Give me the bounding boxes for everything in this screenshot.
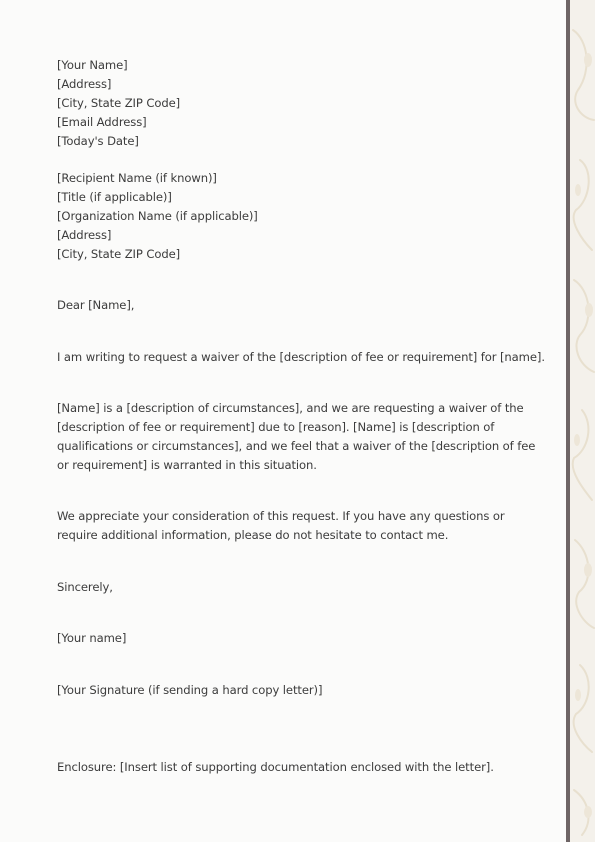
- body-paragraph-2-line: [Name] is a [description of circumstances], and we are requesting a waiver of the: [57, 401, 524, 415]
- recipient-title: [Title (if applicable)]: [57, 190, 172, 204]
- signature-note: [Your Signature (if sending a hard copy letter)]: [57, 683, 323, 697]
- recipient-organization: [Organization Name (if applicable)]: [57, 209, 258, 223]
- recipient-block: [57, 169, 547, 264]
- body-paragraph-1: I am writing to request a waiver of the [description of fee or requirement] for [name].: [57, 350, 545, 364]
- body-paragraph-2-line: or requirement] is warranted in this situation.: [57, 458, 317, 472]
- letter-content: [57, 56, 547, 777]
- sender-email: [Email Address]: [57, 115, 147, 129]
- sender-block: [57, 56, 547, 151]
- letter-date: [Today's Date]: [57, 134, 139, 148]
- body-paragraph-3-line: require additional information, please do not hesitate to contact me.: [57, 528, 449, 542]
- recipient-address: [Address]: [57, 228, 112, 242]
- recipient-name: [Recipient Name (if known)]: [57, 171, 217, 185]
- body-paragraph-3: [57, 507, 547, 545]
- decorative-flourish-icon: [570, 0, 595, 842]
- body-paragraph-2-line: [description of fee or requirement] due to [reason]. [Name] is [description of: [57, 420, 495, 434]
- sender-address: [Address]: [57, 77, 112, 91]
- enclosure-note: Enclosure: [Insert list of supporting documentation enclosed with the letter].: [57, 760, 494, 774]
- recipient-city-state-zip: [City, State ZIP Code]: [57, 247, 181, 261]
- sender-city-state-zip: [City, State ZIP Code]: [57, 96, 181, 110]
- signer-name: [Your name]: [57, 631, 127, 645]
- body-paragraph-2: [57, 399, 547, 475]
- body-paragraph-3-line: We appreciate your consideration of this request. If you have any questions or: [57, 509, 505, 523]
- body-paragraph-2-line: qualifications or circumstances], and we feel that a waiver of the [description of fee: [57, 439, 536, 453]
- salutation: Dear [Name],: [57, 298, 135, 312]
- decorative-flourish-panel: [570, 0, 595, 842]
- sender-name: [Your Name]: [57, 58, 128, 72]
- closing: Sincerely,: [57, 580, 113, 594]
